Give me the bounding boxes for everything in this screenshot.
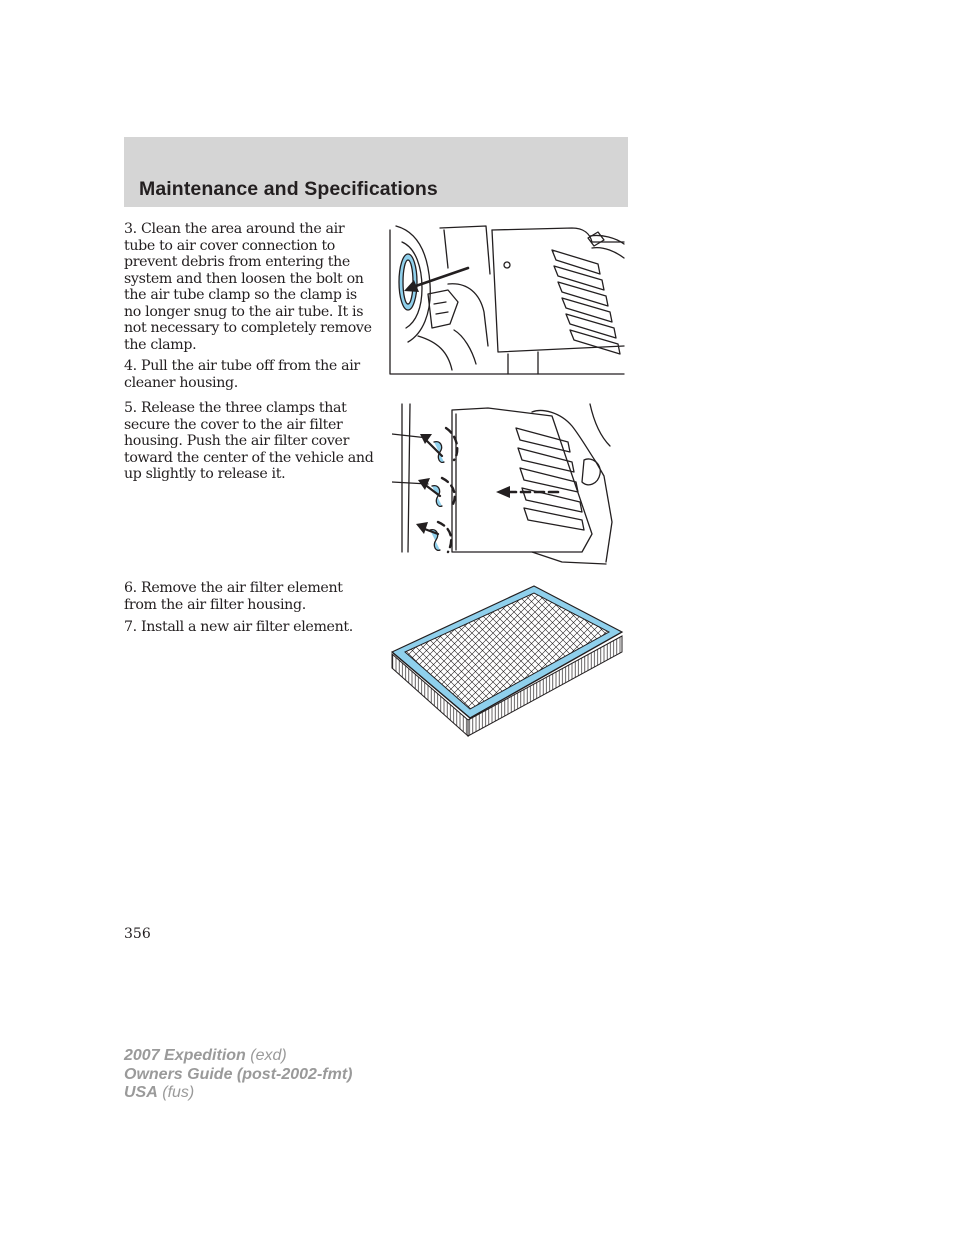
footer-line-3 <box>124 1084 352 1103</box>
step-5-text: 5. Release the three clamps that secure the cover to the air filter housing. Push the air filter cover toward the center of the vehicle and up slightly to release it. <box>124 400 374 482</box>
step-6-text: 6. Remove the air filter element from the air filter housing. <box>124 580 343 613</box>
footer-model-code: (exd) <box>250 1047 287 1064</box>
page-number: 356 <box>124 926 151 942</box>
document-footer <box>124 1047 352 1103</box>
section-header-band <box>124 137 628 207</box>
section-title: Maintenance and Specifications <box>139 178 438 200</box>
footer-market: USA <box>124 1084 158 1101</box>
air-tube-clamp-illustration <box>388 224 628 380</box>
air-filter-cover-clamps-illustration <box>392 402 614 566</box>
footer-line-2 <box>124 1066 352 1085</box>
footer-line-1 <box>124 1047 352 1066</box>
air-filter-element-illustration <box>388 584 628 742</box>
step-3-text: 3. Clean the area around the air tube to air cover connection to prevent debris from entering the system and then loosen the bolt on the air tube clamp so the clamp is no longer snug to the air tube. It is not necessary to completely remove the clamp. <box>124 221 372 353</box>
footer-guide: Owners Guide (post-2002-fmt) <box>124 1065 353 1083</box>
footer-market-code: (fus) <box>162 1084 195 1101</box>
step-7-text: 7. Install a new air filter element. <box>124 619 353 635</box>
step-4-text: 4. Pull the air tube off from the air cleaner housing. <box>124 358 360 391</box>
footer-model: 2007 Expedition <box>124 1047 246 1064</box>
